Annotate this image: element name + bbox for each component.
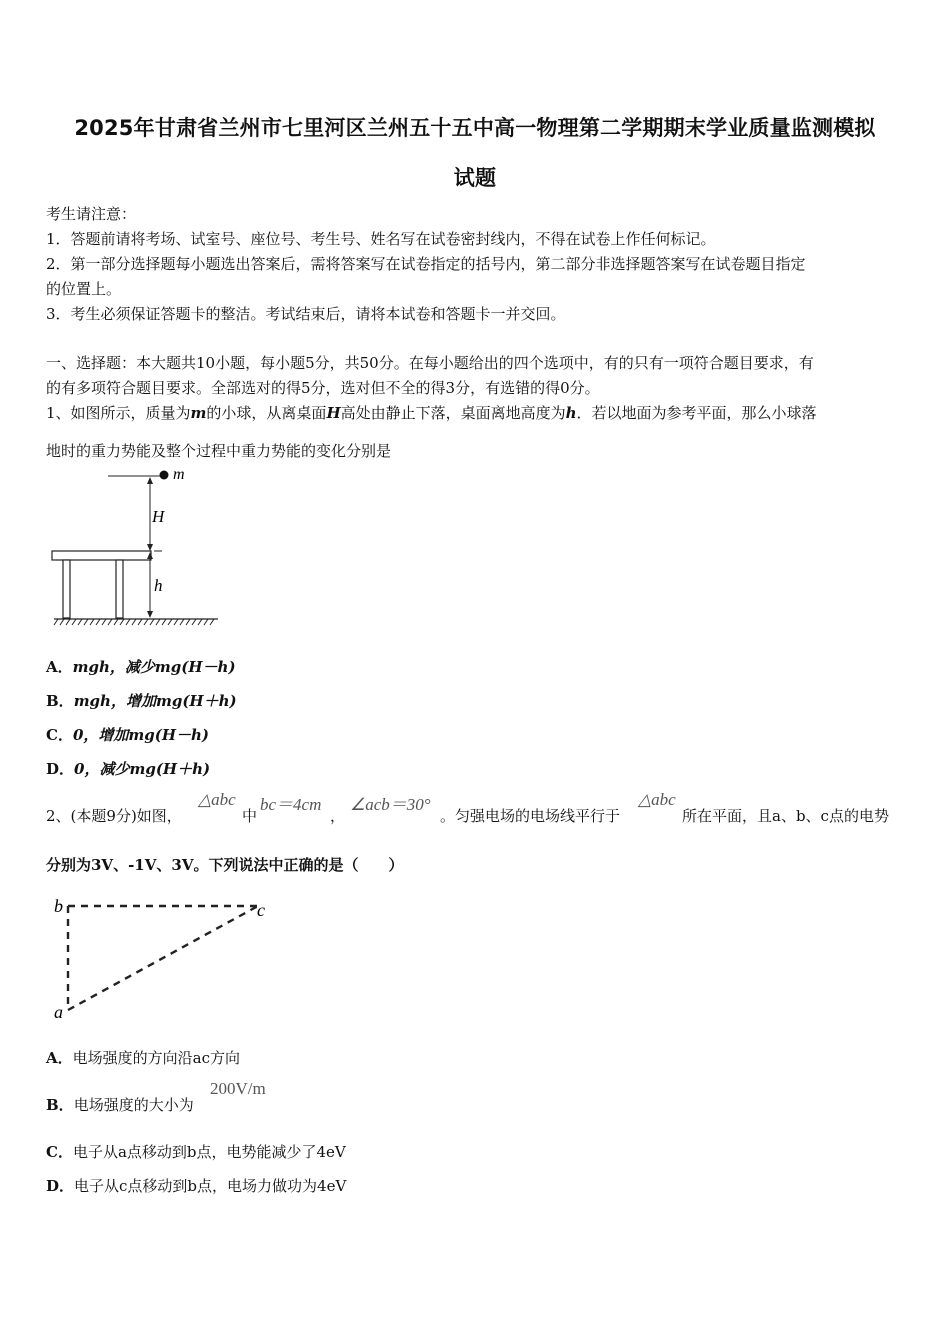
arrow-head-down	[147, 544, 153, 551]
q2-option-b	[46, 1094, 194, 1115]
title-line-1: 2025年甘肃省兰州市七里河区兰州五十五中高一物理第二学期期末学业质量监测模拟	[74, 116, 876, 140]
notice-item-1: 1．答题前请将考场、试室号、座位号、考生号、姓名写在试卷密封线内，不得在试卷上作任何标记。	[46, 230, 716, 248]
q1-option-d	[46, 758, 210, 779]
option-letter: D．	[46, 760, 75, 778]
q1-option-a	[46, 656, 236, 677]
label-H: H	[152, 507, 165, 526]
q1-stem-line-2: 地时的重力势能及整个过程中重力势能的变化分别是	[46, 442, 392, 460]
option-letter: A．	[46, 1049, 73, 1067]
notice-item-2: 2．第一部分选择题每小题选出答案后，需将答案写在试卷指定的括号内，第二部分非选择题答案写在试卷题目指定	[46, 255, 806, 273]
arrow-head-up	[147, 477, 153, 484]
option-letter: C．	[46, 726, 73, 744]
q2-math-angle-acb: ∠acb＝30°	[350, 795, 431, 814]
label-h: h	[154, 576, 163, 595]
q1-text: 1、如图所示，质量为	[46, 404, 191, 422]
q1-var-m: m	[190, 404, 207, 422]
q2-figure-triangle	[46, 892, 286, 1024]
option-text: mgh，增加mg(H＋h)	[73, 692, 237, 710]
arrow-head-down	[147, 611, 153, 618]
desk-leg-left	[63, 560, 70, 618]
q1-var-h: h	[565, 404, 577, 422]
option-text: 电场强度的方向沿ac方向	[72, 1049, 240, 1067]
q2-option-b-math: 200V/m	[210, 1079, 266, 1098]
q2-suffix: 所在平面，且a、b、c点的电势	[682, 807, 889, 825]
q2-text-comma: ，	[330, 807, 346, 825]
notice-item-2-cont: 的位置上。	[46, 280, 122, 298]
option-text: mgh，减少mg(H－h)	[72, 658, 236, 676]
q2-math-bc-length: bc＝4cm	[260, 795, 322, 814]
q2-option-c	[46, 1141, 346, 1162]
q1-stem-line-1	[46, 402, 908, 423]
option-letter: A．	[46, 658, 73, 676]
q1-figure-table-drop	[46, 462, 236, 634]
option-text: 0，增加mg(H－h)	[72, 726, 210, 744]
section-instructions-2: 的有多项符合题目要求。全部选对的得5分，选对但不全的得3分，有选错的得0分。	[46, 379, 600, 397]
q1-option-c	[46, 724, 209, 745]
label-m: m	[173, 466, 185, 483]
desk-leg-right	[116, 560, 123, 618]
q2-text-zhong: 中	[242, 807, 258, 825]
option-letter: D．	[46, 1177, 75, 1195]
option-text: 电子从a点移动到b点，电势能减少了4eV	[72, 1143, 346, 1161]
q1-text: 高处由静止下落，桌面离地高度为	[340, 404, 566, 422]
vertex-label-a: a	[54, 1002, 63, 1022]
option-text: 0，减少mg(H＋h)	[74, 760, 211, 778]
q2-option-d	[46, 1175, 346, 1196]
option-text: 电子从c点移动到b点，电场力做功为4eV	[74, 1177, 347, 1195]
ground-hatch	[54, 619, 214, 625]
q1-var-H: H	[326, 404, 341, 422]
vertex-label-b: b	[54, 896, 63, 916]
vertex-label-c: c	[257, 900, 265, 920]
notice-heading: 考生请注意：	[46, 205, 137, 223]
section-instructions-1: 一、选择题：本大题共10小题，每小题5分，共50分。在每小题给出的四个选项中，有的只有一项符合题目要求，有	[46, 354, 814, 372]
q1-text: 的小球，从离桌面	[206, 404, 327, 422]
q1-option-b	[46, 690, 237, 711]
title-line-2: 试题	[453, 166, 497, 190]
option-letter: B．	[46, 692, 74, 710]
option-letter: C．	[46, 1143, 73, 1161]
q1-text: ．若以地面为参考平面，那么小球落	[576, 404, 817, 422]
notice-item-3: 3．考生必须保证答题卡的整洁。考试结束后，请将本试卷和答题卡一并交回。	[46, 305, 566, 323]
desk-top	[52, 551, 151, 560]
option-letter: B．	[46, 1096, 74, 1114]
q2-math-triangle-abc: △abc	[198, 790, 236, 809]
q2-math-triangle-abc-2: △abc	[638, 790, 676, 809]
ball-icon	[160, 471, 169, 480]
q2-text-mid: 。匀强电场的电场线平行于	[440, 807, 621, 825]
edge-ac	[68, 906, 258, 1010]
q2-stem-line-2: 分别为3V、-1V、3V。下列说法中正确的是（ ）	[46, 856, 404, 874]
q2-prefix: 2、(本题9分)如图，	[46, 807, 182, 825]
option-text: 电场强度的大小为	[73, 1096, 194, 1114]
q2-option-a	[46, 1047, 240, 1068]
